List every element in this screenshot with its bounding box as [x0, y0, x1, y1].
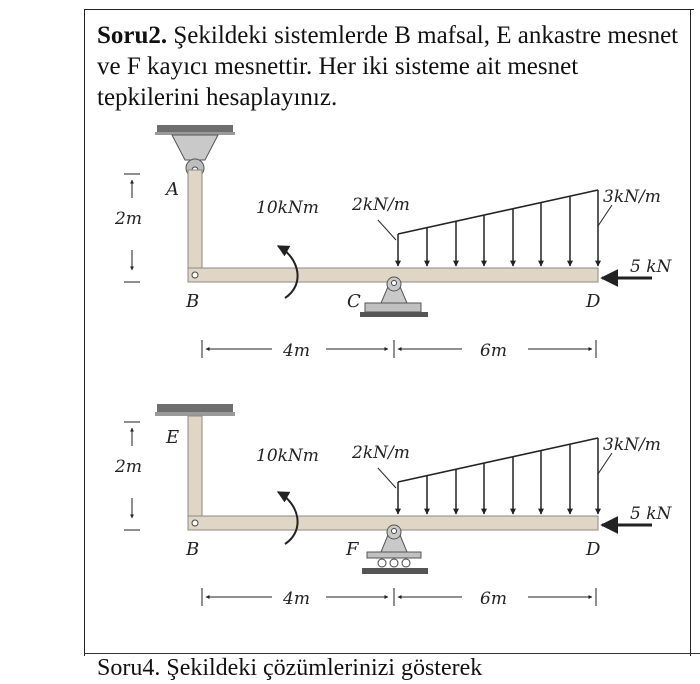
point-label-E: E	[166, 427, 180, 448]
point-load-label-2: 5 kN	[630, 504, 672, 524]
span-dimensions-1	[202, 340, 596, 358]
point-label-D-2: D	[586, 539, 601, 560]
span-right-label-2: 6m	[480, 589, 507, 609]
point-label-C: C	[347, 291, 361, 312]
pin-support-C	[360, 277, 428, 317]
point-label-F: F	[346, 539, 359, 560]
distributed-load-1	[378, 190, 612, 266]
load-end-label-2: 3kN/m	[603, 435, 661, 455]
span-left-label-1: 4m	[283, 341, 310, 361]
column-AB	[188, 170, 202, 282]
load-end-label-1: 3kN/m	[603, 187, 661, 207]
span-right-label-1: 6m	[480, 341, 507, 361]
height-label-1: 2m	[115, 209, 142, 229]
hinge-B	[192, 272, 198, 278]
span-dimensions-2	[202, 588, 596, 606]
point-label-D: D	[586, 291, 601, 312]
figure-1	[114, 125, 673, 361]
question-body: Şekildeki sistemlerde B mafsal, E ankastre mesnet ve F kayıcı mesnettir. Her iki sisteme ait mesnet tepkilerini hesaplayınız.	[97, 22, 679, 111]
point-load-label-1: 5 kN	[630, 257, 672, 277]
moment-label-1: 10kNm	[256, 198, 319, 218]
ceiling-pin-support	[155, 125, 235, 177]
roller-support-F	[362, 525, 428, 574]
question-label: Soru2.	[97, 22, 168, 49]
figure-2	[114, 404, 673, 609]
distributed-load-2	[378, 438, 612, 514]
column-EB	[188, 416, 202, 530]
next-question-partial: Soru4. Şekildeki çözümlerinizi gösterek	[97, 655, 483, 681]
load-start-label-2: 2kN/m	[352, 443, 410, 463]
point-label-A: A	[166, 179, 179, 200]
point-label-B-2: B	[186, 539, 200, 560]
load-start-label-1: 2kN/m	[352, 195, 410, 215]
height-label-2: 2m	[115, 457, 142, 477]
hinge-B-2	[192, 520, 198, 526]
span-left-label-2: 4m	[283, 589, 310, 609]
moment-label-2: 10kNm	[256, 446, 319, 466]
fixed-support-E	[155, 404, 235, 416]
point-label-B: B	[186, 291, 200, 312]
